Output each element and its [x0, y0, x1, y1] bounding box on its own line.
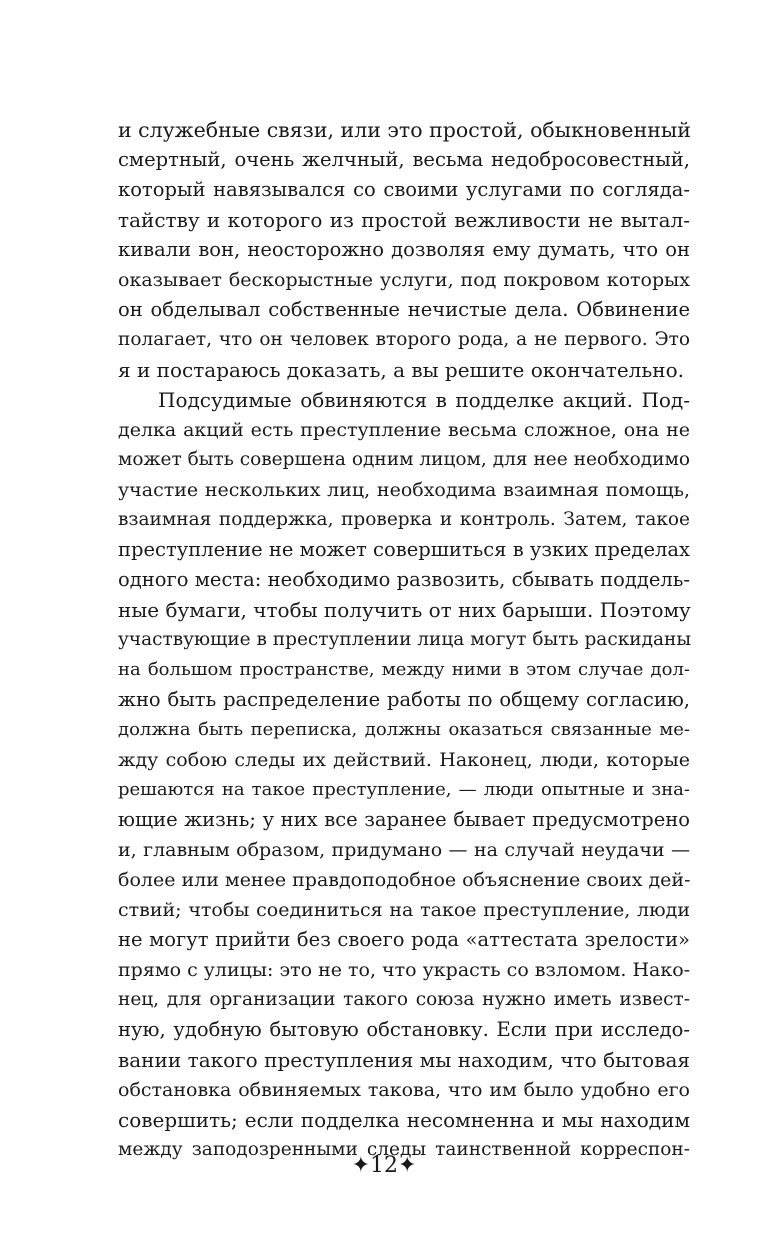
text-line: ющие жизнь; у них все заранее бывает предусмотрено	[118, 808, 690, 831]
text-line: участвующие в преступлении лица могут быть раскиданы	[118, 629, 692, 650]
text-line: смертный, очень желчный, весьма недобросовестный,	[118, 148, 690, 171]
text-line: ные бумаги, чтобы получить от них барыши. Поэтому	[118, 598, 691, 622]
text-line: полагает, что он человек второго рода, а не первого. Это	[118, 329, 690, 350]
text-line: взаимная поддержка, проверка и контроль. Затем, такое	[118, 509, 690, 530]
text-line: одного места: необходимо развозить, сбывать поддель-	[118, 568, 690, 591]
text-line: прямо с улицы: это не то, что украсть со взломом. Нако-	[118, 959, 691, 981]
text-line: жду собою следы их действий. Наконец, люди, которые	[118, 749, 690, 771]
text-line: и служебные связи, или это простой, обыкновенный	[118, 118, 691, 142]
text-line: должна быть переписка, должны оказаться связанные ме-	[118, 719, 690, 740]
text-line: решаются на такое преступление, — люди опытные и зна-	[118, 779, 690, 800]
text-line: он обделывал собственные нечистые дела. Обвинение	[118, 298, 690, 321]
text-line: между заподозренными следы таинственной корреспон-	[118, 1139, 690, 1160]
text-line: жно быть распределение работы по общему согласию,	[118, 688, 690, 711]
text-line: делка акций есть преступление весьма сложное, она не	[118, 419, 690, 441]
text-line: и, главным образом, придумано — на случай неудачи —	[118, 839, 690, 861]
text-line: Подсудимые обвиняются в подделке акций. Под-	[158, 388, 690, 412]
text-line: нец, для организации такого союза нужно иметь извест-	[118, 989, 690, 1010]
text-line: ствий; чтобы соединиться на такое преступление, люди	[118, 899, 690, 921]
text-line: ную, удобную бытовую обстановку. Если при исследо-	[118, 1018, 690, 1041]
text-line: оказывает бескорыстные услуги, под покровом которых	[118, 269, 690, 291]
page-number: ✦12✦	[351, 1153, 417, 1178]
text-line: участие нескольких лиц, необходима взаимная помощь,	[118, 479, 690, 501]
text-line: тайству и которого из простой вежливости не вытал-	[118, 208, 690, 232]
text-line: может быть совершена одним лицом, для нее необходимо	[118, 449, 690, 470]
text-line: вании такого преступления мы находим, что бытовая	[118, 1048, 690, 1072]
text-line: который навязывался со своими услугами по соглядa-	[118, 178, 690, 201]
text-line: обстановка обвиняемых такова, что им было удобно его	[118, 1079, 690, 1101]
text-line: совершить; если подделка несомненна и мы находим	[118, 1108, 690, 1132]
text-line: более или менее правдоподобное объяснение своих дей-	[118, 869, 691, 891]
text-line: на большом пространстве, между ними в этом случае дол-	[118, 659, 690, 680]
text-line: я и постараюсь доказать, а вы решите окончательно.	[118, 358, 685, 382]
text-line: не могут прийти без своего рода «аттестата зрелости»	[118, 928, 690, 951]
text-line: кивали вон, неосторожно дозволяя ему думать, что он	[118, 238, 690, 261]
text-line: преступление не может совершиться в узких пределах	[118, 538, 690, 561]
